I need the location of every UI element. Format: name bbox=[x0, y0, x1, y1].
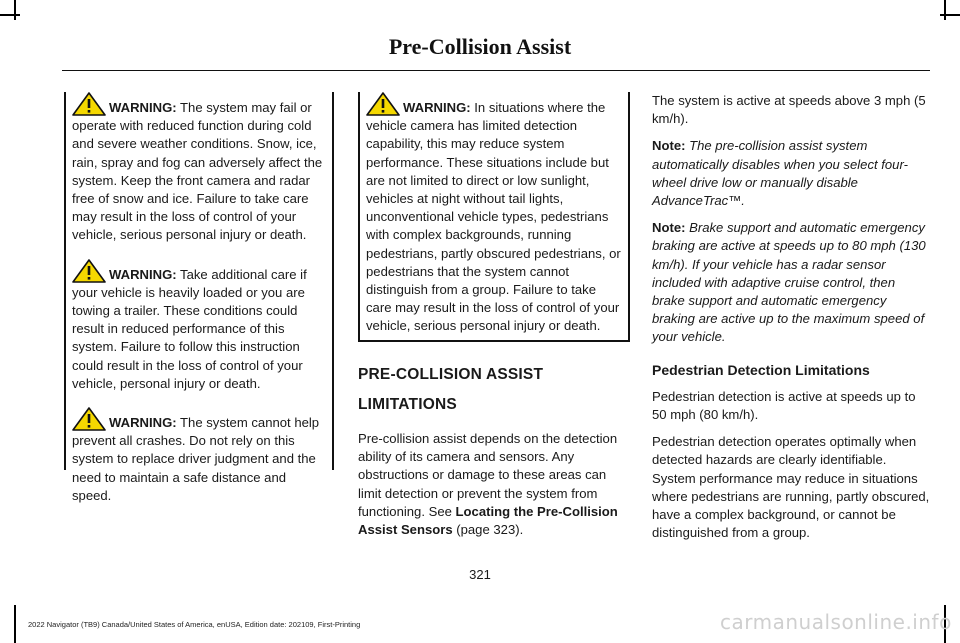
body-paragraph: The system is active at speeds above 3 mph (5 km/h). bbox=[652, 93, 926, 127]
page-number: 321 bbox=[469, 567, 491, 582]
page-title: Pre-Collision Assist bbox=[388, 34, 572, 59]
crop-mark bbox=[0, 14, 20, 16]
warning-label: WARNING: bbox=[109, 100, 177, 115]
body-paragraph: Pedestrian detection operates optimally when detected hazards are clearly identifiable. System performance may reduce in situations where pedestrians are running, partly obscured, have a complex background, or cannot be distinguished from a group. bbox=[652, 434, 930, 541]
warning-triangle-icon bbox=[366, 92, 400, 116]
page-reference: (page 323). bbox=[452, 522, 524, 538]
crop-mark bbox=[944, 0, 946, 20]
body-paragraph bbox=[358, 430, 630, 539]
warning-paragraph bbox=[72, 259, 327, 393]
warning-text: In situations where the vehicle camera has limited detection capability, this may reduce system performance. These situations include but are not limited to direct or low sunlight, vehicles at night without tail lights, unconventional vehicle types, pedestrians with complex backgrounds, running pedestrians, partly obscured pedestrians, or pedestrians that the system cannot distinguish from a group. Failure to take care may result in the loss of control of your vehicle, serious personal injury or death. bbox=[366, 100, 621, 334]
crop-mark bbox=[14, 605, 16, 643]
crop-mark bbox=[14, 0, 16, 20]
note-paragraph bbox=[652, 137, 930, 210]
warning-triangle-icon bbox=[72, 259, 106, 283]
column-right bbox=[652, 92, 930, 551]
column-left bbox=[64, 92, 334, 503]
body-text: Pre-collision assist depends on the detection ability of its camera and sensors. Any obstructions or damage to these areas can limit detection or prevent the system from functioning. See bbox=[358, 431, 618, 519]
footer-edition-info: 2022 Navigator (TB9) Canada/United States of America, enUSA, Edition date: 202109, First-Printing bbox=[28, 620, 361, 629]
column-middle bbox=[358, 92, 630, 548]
note-label: Note: bbox=[652, 138, 686, 154]
watermark: carmanualsonline.info bbox=[720, 610, 952, 634]
section-heading-line: PRE-COLLISION ASSIST bbox=[358, 366, 544, 383]
warning-paragraph bbox=[72, 407, 327, 505]
crop-mark bbox=[940, 14, 960, 16]
warning-label: WARNING: bbox=[109, 266, 177, 282]
warning-paragraph bbox=[366, 92, 623, 336]
warning-paragraph bbox=[72, 92, 327, 245]
body-paragraph: Pedestrian detection is active at speeds up to 50 mph (80 km/h). bbox=[652, 388, 916, 423]
section-heading bbox=[358, 364, 630, 416]
cross-reference-link[interactable]: Locating the Pre-Collision Assist Sensors bbox=[358, 503, 618, 538]
warning-text: The system may fail or operate with reduced function during cold and severe weather conditions. Snow, ice, rain, spray and fog can adversely affect the system. Keep the front camera and radar free of snow and ice. Failure to take care may result in the loss of control of your vehicle, serious personal injury or death. bbox=[72, 100, 323, 243]
warning-text: Take additional care if your vehicle is heavily loaded or you are towing a trailer. These conditions could result in reduced performance of this system. Failure to follow this instruction could result in the loss of control of your vehicle, personal injury or death. bbox=[72, 266, 307, 391]
warning-text: The system cannot help prevent all crashes. Do not rely on this system to replace driver judgment and the need to maintain a safe distance and speed. bbox=[72, 415, 320, 503]
warning-label: WARNING: bbox=[109, 415, 177, 431]
warning-box bbox=[358, 92, 630, 342]
subsection-heading: Pedestrian Detection Limitations bbox=[652, 361, 870, 378]
warning-label: WARNING: bbox=[403, 100, 471, 115]
warning-triangle-icon bbox=[72, 92, 106, 116]
header-divider bbox=[62, 70, 930, 71]
note-paragraph bbox=[652, 219, 930, 346]
warning-box bbox=[64, 92, 334, 503]
warning-triangle-icon bbox=[72, 407, 106, 431]
note-label: Note: bbox=[652, 220, 686, 236]
note-text: Brake support and automatic emergency braking are active at speeds up to 80 mph (130 km/h). If your vehicle has a radar sensor included with adaptive cruise control, then brake support and automatic emergency braking are active up to the maximum speed of your vehicle. bbox=[652, 220, 926, 345]
section-heading-line: LIMITATIONS bbox=[358, 396, 457, 413]
note-text: The pre-collision assist system automatically disables when you select four-wheel drive low or manually disable AdvanceTrac™. bbox=[652, 138, 908, 209]
